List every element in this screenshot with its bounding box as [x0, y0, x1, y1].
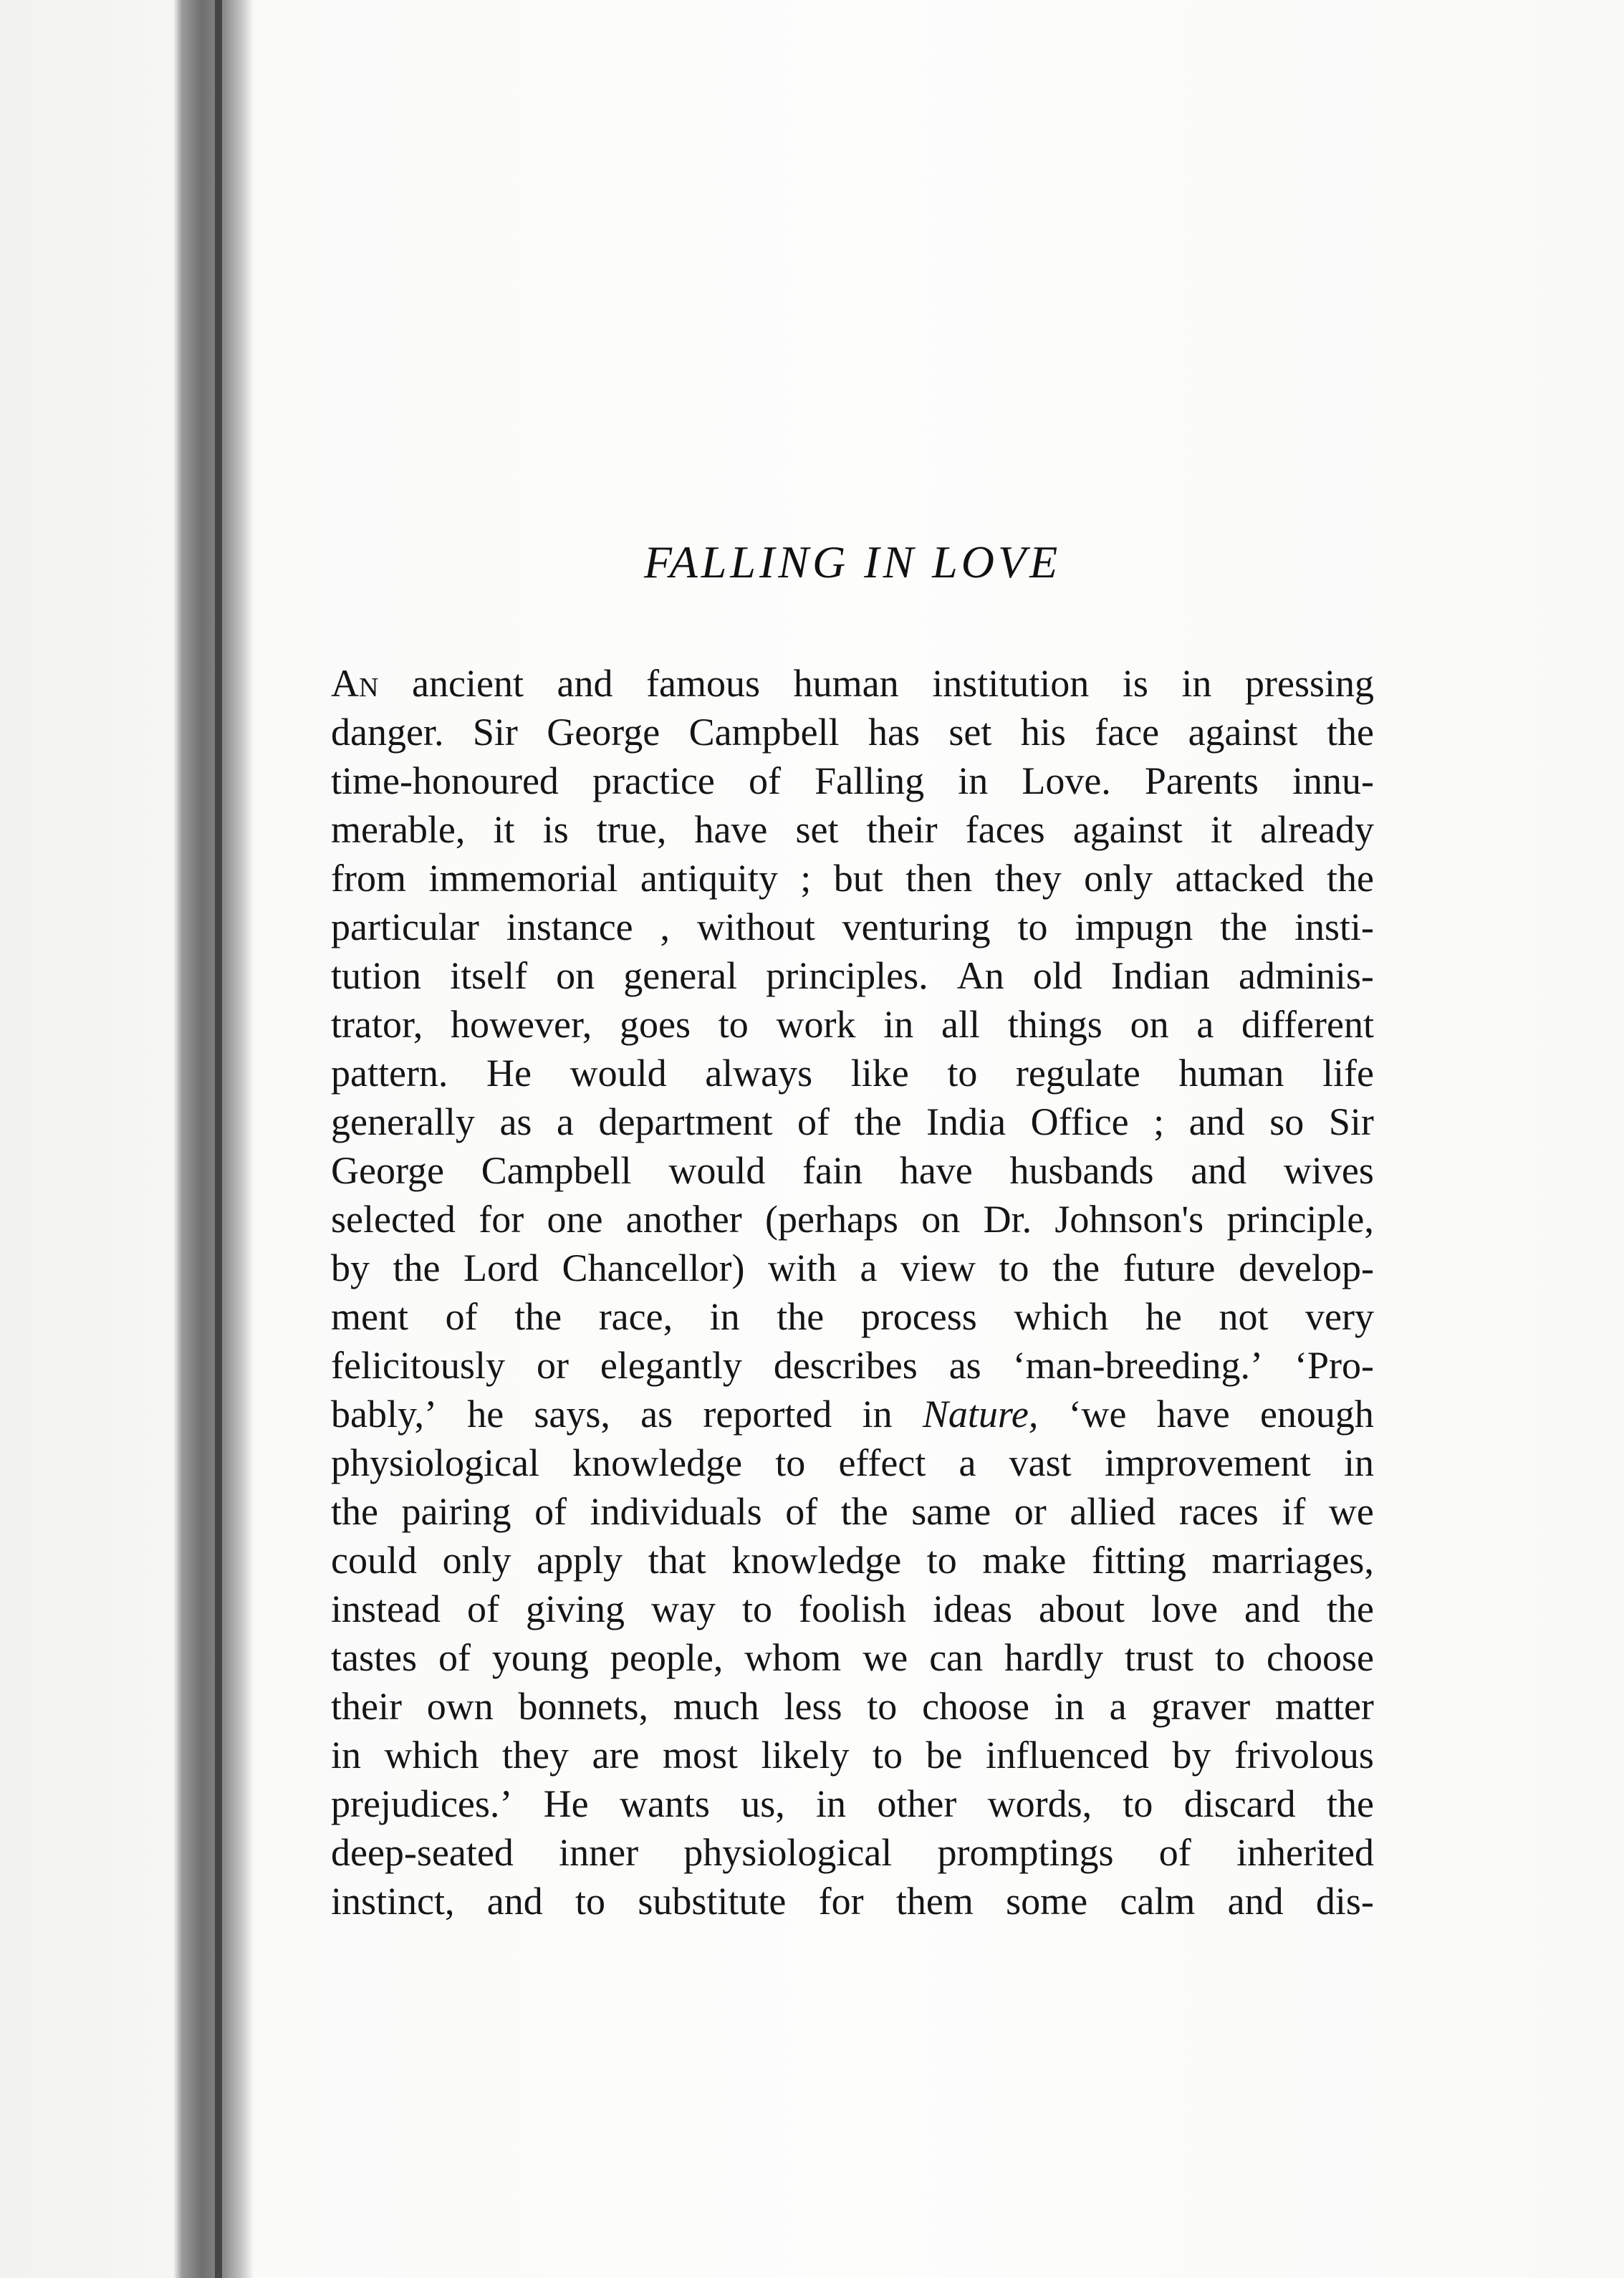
text-word: of	[749, 759, 781, 802]
text-word: selected	[331, 1198, 456, 1241]
text-word: enough	[1259, 1393, 1374, 1436]
text-word: ;	[1153, 1100, 1165, 1143]
text-word: ‘Pro-	[1294, 1344, 1374, 1387]
text-word: not	[1219, 1295, 1269, 1338]
text-word: dis-	[1315, 1880, 1374, 1923]
text-word: only	[442, 1539, 511, 1582]
text-line	[331, 659, 1374, 708]
text-word: ‘we	[1068, 1393, 1127, 1436]
text-word: Lord	[463, 1246, 539, 1289]
text-word: life	[1322, 1052, 1374, 1095]
text-word: describes	[773, 1344, 918, 1387]
text-word: frivolous	[1234, 1734, 1374, 1777]
text-word: on	[556, 954, 595, 997]
text-word: An	[331, 662, 379, 705]
text-word: department	[598, 1100, 773, 1143]
text-word: and	[1191, 1149, 1247, 1192]
text-word: instead	[331, 1587, 441, 1630]
text-word: or	[1014, 1490, 1047, 1533]
text-line	[331, 756, 1374, 805]
text-word: ;	[800, 857, 812, 900]
text-word: whom	[744, 1636, 842, 1679]
text-line	[331, 1828, 1374, 1877]
text-word: and	[1227, 1880, 1284, 1923]
text-word: calm	[1120, 1880, 1196, 1923]
text-word: work	[776, 1003, 856, 1046]
text-word: it	[493, 808, 515, 851]
text-word: instance	[506, 905, 633, 948]
text-word: impugn	[1075, 905, 1193, 948]
text-word: effect	[838, 1441, 926, 1484]
text-word: however,	[451, 1003, 592, 1046]
text-word: ‘man-breeding.’	[1012, 1344, 1264, 1387]
text-word: we	[863, 1636, 908, 1679]
text-word: the	[777, 1295, 825, 1338]
text-word: antiquity	[640, 857, 778, 900]
text-line	[331, 1779, 1374, 1828]
text-word: regulate	[1015, 1052, 1140, 1095]
text-line	[331, 1633, 1374, 1682]
text-word: against	[1188, 711, 1298, 754]
text-word: He	[543, 1782, 589, 1825]
text-word: against	[1072, 808, 1183, 851]
text-word: different	[1241, 1003, 1374, 1046]
text-word: bably,’	[331, 1393, 437, 1436]
text-line	[331, 951, 1374, 1000]
text-word: India	[926, 1100, 1006, 1143]
text-word: they	[994, 857, 1062, 900]
text-word: and	[557, 662, 613, 705]
text-word: ancient	[412, 662, 524, 705]
text-word: make	[982, 1539, 1067, 1582]
text-word: by	[331, 1246, 370, 1289]
text-word: tastes	[331, 1636, 417, 1679]
text-line	[331, 1487, 1374, 1536]
text-word: all	[941, 1003, 981, 1046]
text-line	[331, 1292, 1374, 1341]
text-word: like	[850, 1052, 909, 1095]
text-word: An	[956, 954, 1004, 997]
text-word: individuals	[590, 1490, 762, 1533]
text-word: would	[668, 1149, 766, 1192]
text-line	[331, 708, 1374, 756]
text-word: has	[868, 711, 921, 754]
text-word: likely	[761, 1734, 850, 1777]
text-word: principles.	[766, 954, 928, 997]
text-word: Dr.	[983, 1198, 1032, 1241]
text-word: attacked	[1175, 857, 1305, 900]
text-word: to	[742, 1587, 773, 1630]
text-word: to	[873, 1734, 903, 1777]
body-text	[331, 659, 1374, 1926]
text-word: is	[542, 808, 569, 851]
text-word: choose	[1267, 1636, 1374, 1679]
text-word: can	[929, 1636, 984, 1679]
text-word: George	[547, 711, 660, 754]
text-word: much	[673, 1685, 759, 1728]
text-word: ideas	[933, 1587, 1013, 1630]
text-line	[331, 1049, 1374, 1097]
text-word: to	[947, 1052, 978, 1095]
text-word: knowledge	[731, 1539, 902, 1582]
text-word: choose	[922, 1685, 1030, 1728]
text-word: could	[331, 1539, 417, 1582]
text-word: which	[1014, 1295, 1109, 1338]
text-word: is	[1122, 662, 1148, 705]
text-word: in	[958, 759, 989, 802]
text-word: adminis-	[1238, 954, 1374, 997]
text-word: same	[911, 1490, 991, 1533]
text-word: so	[1269, 1100, 1305, 1143]
text-word: race,	[598, 1295, 673, 1338]
text-word: Johnson's	[1054, 1198, 1204, 1241]
text-word: matter	[1274, 1685, 1374, 1728]
text-word: the	[840, 1490, 888, 1533]
text-word: to	[999, 1246, 1029, 1289]
text-line	[331, 854, 1374, 903]
text-word: own	[426, 1685, 494, 1728]
text-word: physiological	[331, 1441, 539, 1484]
text-word: their	[331, 1685, 402, 1728]
text-word: and	[1188, 1100, 1245, 1143]
text-word: He	[486, 1052, 532, 1095]
text-word: influenced	[986, 1734, 1149, 1777]
text-word: famous	[646, 662, 761, 705]
text-line	[331, 1097, 1374, 1146]
text-line	[331, 1877, 1374, 1926]
text-word: a	[958, 1441, 976, 1484]
text-word: be	[926, 1734, 963, 1777]
text-word: which	[384, 1734, 479, 1777]
text-word: in	[1054, 1685, 1085, 1728]
text-word: some	[1006, 1880, 1088, 1923]
text-word: the	[1327, 1587, 1374, 1630]
text-word: giving	[525, 1587, 625, 1630]
text-line	[331, 1146, 1374, 1195]
text-word: fain	[802, 1149, 863, 1192]
text-word: with	[767, 1246, 837, 1289]
text-word: of	[534, 1490, 567, 1533]
text-word: and	[486, 1880, 543, 1923]
text-word: he	[1145, 1295, 1182, 1338]
text-line	[331, 1682, 1374, 1731]
text-word: have	[694, 808, 768, 851]
text-word: the	[1220, 905, 1268, 948]
text-word: physiological	[683, 1831, 893, 1874]
text-line	[331, 1195, 1374, 1244]
text-word: to	[1123, 1782, 1153, 1825]
text-word: in	[862, 1393, 893, 1436]
text-word: for	[479, 1198, 524, 1241]
text-word: George	[331, 1149, 444, 1192]
text-word: tution	[331, 954, 422, 997]
text-word: wives	[1283, 1149, 1374, 1192]
text-word: would	[570, 1052, 667, 1095]
text-word: Campbell	[481, 1149, 632, 1192]
text-word: reported	[703, 1393, 832, 1436]
text-word: they	[502, 1734, 569, 1777]
text-word: love	[1151, 1587, 1219, 1630]
text-word: very	[1305, 1295, 1374, 1338]
text-word: in	[1181, 662, 1212, 705]
text-word: to	[1017, 905, 1048, 948]
text-word: a	[1109, 1685, 1127, 1728]
text-word: about	[1039, 1587, 1125, 1630]
book-gutter-line	[215, 0, 222, 2278]
text-word: his	[1020, 711, 1066, 754]
text-word: Parents	[1144, 759, 1259, 802]
text-word: trust	[1125, 1636, 1194, 1679]
text-word: venturing	[842, 905, 991, 948]
text-word: in	[883, 1003, 914, 1046]
text-word: ,	[660, 905, 670, 948]
text-word: faces	[965, 808, 1045, 851]
text-word: ment	[331, 1295, 408, 1338]
text-word: of	[797, 1100, 830, 1143]
text-word: in	[1343, 1441, 1374, 1484]
text-word: it	[1210, 808, 1232, 851]
text-word: says,	[534, 1393, 610, 1436]
text-word: foolish	[799, 1587, 907, 1630]
text-word: set	[948, 711, 992, 754]
text-word: a	[860, 1246, 878, 1289]
text-word: prejudices.’	[331, 1782, 513, 1825]
text-word: that	[648, 1539, 706, 1582]
text-word: in	[331, 1734, 362, 1777]
text-word: vast	[1009, 1441, 1072, 1484]
text-word: bonnets,	[518, 1685, 648, 1728]
text-word: process	[860, 1295, 977, 1338]
text-word: generally	[331, 1100, 475, 1143]
text-word: in	[709, 1295, 740, 1338]
text-word: substitute	[638, 1880, 787, 1923]
text-word: wants	[619, 1782, 710, 1825]
text-word: principle,	[1226, 1198, 1374, 1241]
text-word: immemorial	[428, 857, 618, 900]
text-word: another	[625, 1198, 742, 1241]
text-word: as	[948, 1344, 981, 1387]
text-word: itself	[450, 954, 528, 997]
text-word: innu-	[1292, 759, 1374, 802]
text-word: the	[331, 1490, 378, 1533]
text-line	[331, 1585, 1374, 1633]
text-word: Indian	[1110, 954, 1210, 997]
text-word: words,	[987, 1782, 1092, 1825]
text-word: as	[640, 1393, 673, 1436]
text-word: allied	[1070, 1490, 1156, 1533]
text-word: of	[466, 1587, 499, 1630]
text-word: already	[1260, 808, 1374, 851]
text-word: husbands	[1009, 1149, 1154, 1192]
text-word: the	[1327, 857, 1374, 900]
text-word: graver	[1151, 1685, 1251, 1728]
text-word: if	[1282, 1490, 1306, 1533]
text-word: (perhaps	[765, 1198, 898, 1241]
text-word: to	[575, 1880, 606, 1923]
text-word: Falling	[815, 759, 925, 802]
text-word: Chancellor)	[562, 1246, 745, 1289]
text-word: always	[705, 1052, 813, 1095]
text-word: races	[1178, 1490, 1259, 1533]
text-word: people,	[610, 1636, 724, 1679]
text-word: particular	[331, 905, 479, 948]
text-word: their	[866, 808, 938, 851]
text-word: human	[793, 662, 899, 705]
text-word: of	[438, 1636, 471, 1679]
text-word: of	[445, 1295, 478, 1338]
text-word: as	[499, 1100, 532, 1143]
text-word: the	[1326, 711, 1374, 754]
text-word: things	[1007, 1003, 1102, 1046]
text-word: human	[1178, 1052, 1284, 1095]
text-word: the	[514, 1295, 562, 1338]
text-word: but	[833, 857, 883, 900]
text-word: on	[921, 1198, 961, 1241]
text-line	[331, 1731, 1374, 1779]
text-word: the	[854, 1100, 902, 1143]
text-word: to	[867, 1685, 898, 1728]
text-word: promptings	[937, 1831, 1114, 1874]
text-word: by	[1172, 1734, 1211, 1777]
text-word: view	[900, 1246, 976, 1289]
text-word: the	[1326, 1782, 1374, 1825]
text-word: less	[784, 1685, 842, 1728]
text-line	[331, 1000, 1374, 1049]
text-word: we	[1328, 1490, 1374, 1533]
text-word: of	[1158, 1831, 1191, 1874]
text-word: or	[536, 1344, 569, 1387]
text-word: apply	[537, 1539, 623, 1582]
text-word: set	[795, 808, 839, 851]
text-word: in	[816, 1782, 847, 1825]
text-word: Sir	[1328, 1100, 1374, 1143]
text-word: from	[331, 857, 406, 900]
text-word: without	[696, 905, 815, 948]
text-word: Office	[1030, 1100, 1129, 1143]
text-word: for	[818, 1880, 864, 1923]
text-line	[331, 805, 1374, 854]
text-word: one	[547, 1198, 603, 1241]
text-line	[331, 1244, 1374, 1292]
text-word: the	[393, 1246, 441, 1289]
text-word: improvement	[1104, 1441, 1311, 1484]
text-word: other	[877, 1782, 957, 1825]
text-word: elegantly	[600, 1344, 742, 1387]
text-line	[331, 1536, 1374, 1585]
text-word: young	[491, 1636, 589, 1679]
text-word: fitting	[1091, 1539, 1186, 1582]
text-word: Love.	[1022, 759, 1111, 802]
text-word: and	[1244, 1587, 1300, 1630]
text-word: to	[775, 1441, 806, 1484]
text-word: discard	[1183, 1782, 1296, 1825]
text-word: have	[899, 1149, 973, 1192]
text-word: institution	[932, 662, 1090, 705]
text-word: future	[1123, 1246, 1216, 1289]
text-word: he	[467, 1393, 504, 1436]
text-word: marriages,	[1211, 1539, 1374, 1582]
text-line	[331, 1438, 1374, 1487]
text-word: to	[718, 1003, 749, 1046]
text-word: practice	[592, 759, 715, 802]
text-word: old	[1032, 954, 1082, 997]
text-word: knowledge	[572, 1441, 743, 1484]
text-word: us,	[741, 1782, 785, 1825]
text-word: a	[1196, 1003, 1214, 1046]
text-word: inherited	[1236, 1831, 1374, 1874]
text-word: pairing	[401, 1490, 511, 1533]
text-word: pressing	[1245, 662, 1374, 705]
text-word: way	[651, 1587, 716, 1630]
text-word: trator,	[331, 1003, 423, 1046]
text-word: danger.	[331, 711, 444, 754]
text-word: instinct,	[331, 1880, 455, 1923]
text-word: merable,	[331, 808, 466, 851]
text-word: time-honoured	[331, 759, 559, 802]
text-word: of	[785, 1490, 818, 1533]
text-word: Sir	[472, 711, 518, 754]
text-word: to	[1215, 1636, 1246, 1679]
text-word: then	[905, 857, 973, 900]
text-word: are	[592, 1734, 640, 1777]
text-word: on	[1130, 1003, 1169, 1046]
text-word: a	[557, 1100, 574, 1143]
text-word: have	[1156, 1393, 1230, 1436]
text-line	[331, 1390, 1374, 1438]
text-word: face	[1095, 711, 1160, 754]
text-word: Campbell	[688, 711, 840, 754]
text-word: Nature,	[922, 1393, 1039, 1436]
text-word: true,	[596, 808, 667, 851]
text-word: most	[662, 1734, 738, 1777]
text-word: deep-seated	[331, 1831, 514, 1874]
text-word: hardly	[1004, 1636, 1104, 1679]
text-word: develop-	[1239, 1246, 1374, 1289]
text-word: them	[895, 1880, 974, 1923]
text-word: pattern.	[331, 1052, 448, 1095]
text-line	[331, 903, 1374, 951]
chapter-title: FALLING IN LOVE	[643, 537, 1062, 587]
text-word: general	[623, 954, 738, 997]
book-binding-shadow	[173, 0, 254, 2278]
text-word: the	[1052, 1246, 1100, 1289]
text-word: felicitously	[331, 1344, 505, 1387]
text-word: goes	[620, 1003, 691, 1046]
text-word: insti-	[1294, 905, 1374, 948]
text-line	[331, 1341, 1374, 1390]
text-word: inner	[559, 1831, 639, 1874]
text-word: only	[1084, 857, 1153, 900]
text-word: to	[926, 1539, 957, 1582]
